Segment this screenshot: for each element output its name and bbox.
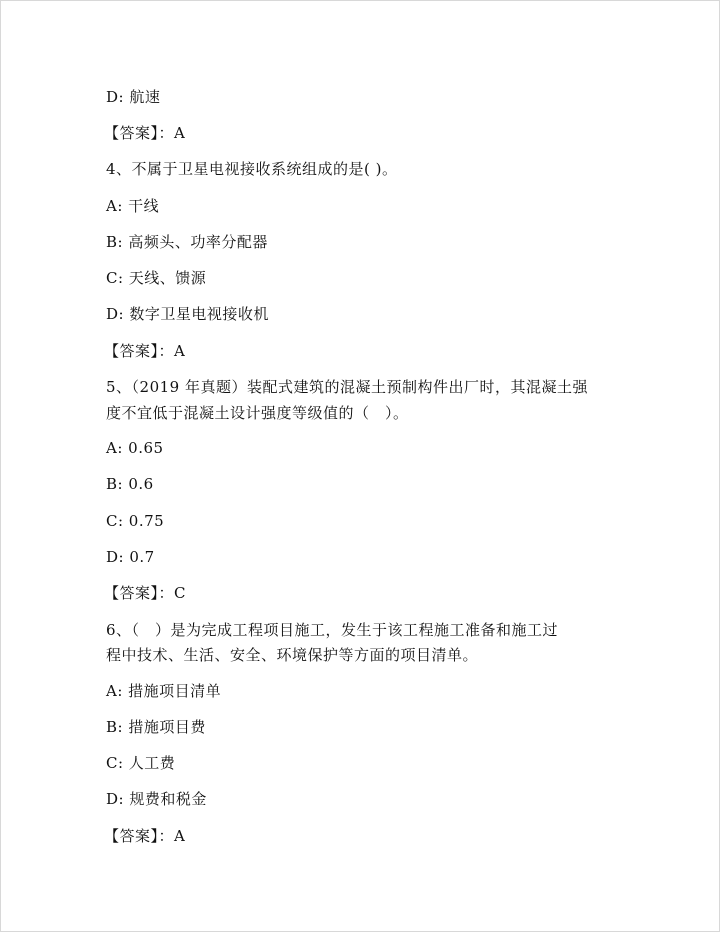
q4-option-d: D: 数字卫星电视接收机 <box>106 305 269 323</box>
q6-question-line1: 6、（ ）是为完成工程项目施工，发生于该工程施工准备和施工过 <box>106 621 559 639</box>
q3-option-d: D: 航速 <box>106 88 161 106</box>
q6-answer: 【答案】：A <box>104 827 186 845</box>
q6-option-c: C: 人工费 <box>106 754 176 772</box>
q4-answer: 【答案】：A <box>104 342 186 360</box>
q6-option-d: D: 规费和税金 <box>106 790 207 808</box>
q6-question-line2: 程中技术、生活、安全、环境保护等方面的项目清单。 <box>106 646 479 664</box>
q4-option-a: A: 干线 <box>106 197 160 215</box>
q6-option-b: B: 措施项目费 <box>106 718 206 736</box>
q3-answer: 【答案】：A <box>104 124 186 142</box>
q5-option-d: D: 0.7 <box>106 548 155 566</box>
q5-question-line1: 5、（2019 年真题）装配式建筑的混凝土预制构件出厂时，其混凝土强 <box>106 378 588 396</box>
q5-option-a: A: 0.65 <box>106 439 164 457</box>
q4-question: 4、不属于卫星电视接收系统组成的是( )。 <box>106 160 398 178</box>
q5-question-line2: 度不宜低于混凝土设计强度等级值的（ ）。 <box>106 404 409 422</box>
q4-option-b: B: 高频头、功率分配器 <box>106 233 268 251</box>
q5-option-c: C: 0.75 <box>106 512 165 530</box>
q5-option-b: B: 0.6 <box>106 475 154 493</box>
q5-answer: 【答案】：C <box>104 584 186 602</box>
q6-option-a: A: 措施项目清单 <box>106 682 222 700</box>
q4-option-c: C: 天线、馈源 <box>106 269 207 287</box>
